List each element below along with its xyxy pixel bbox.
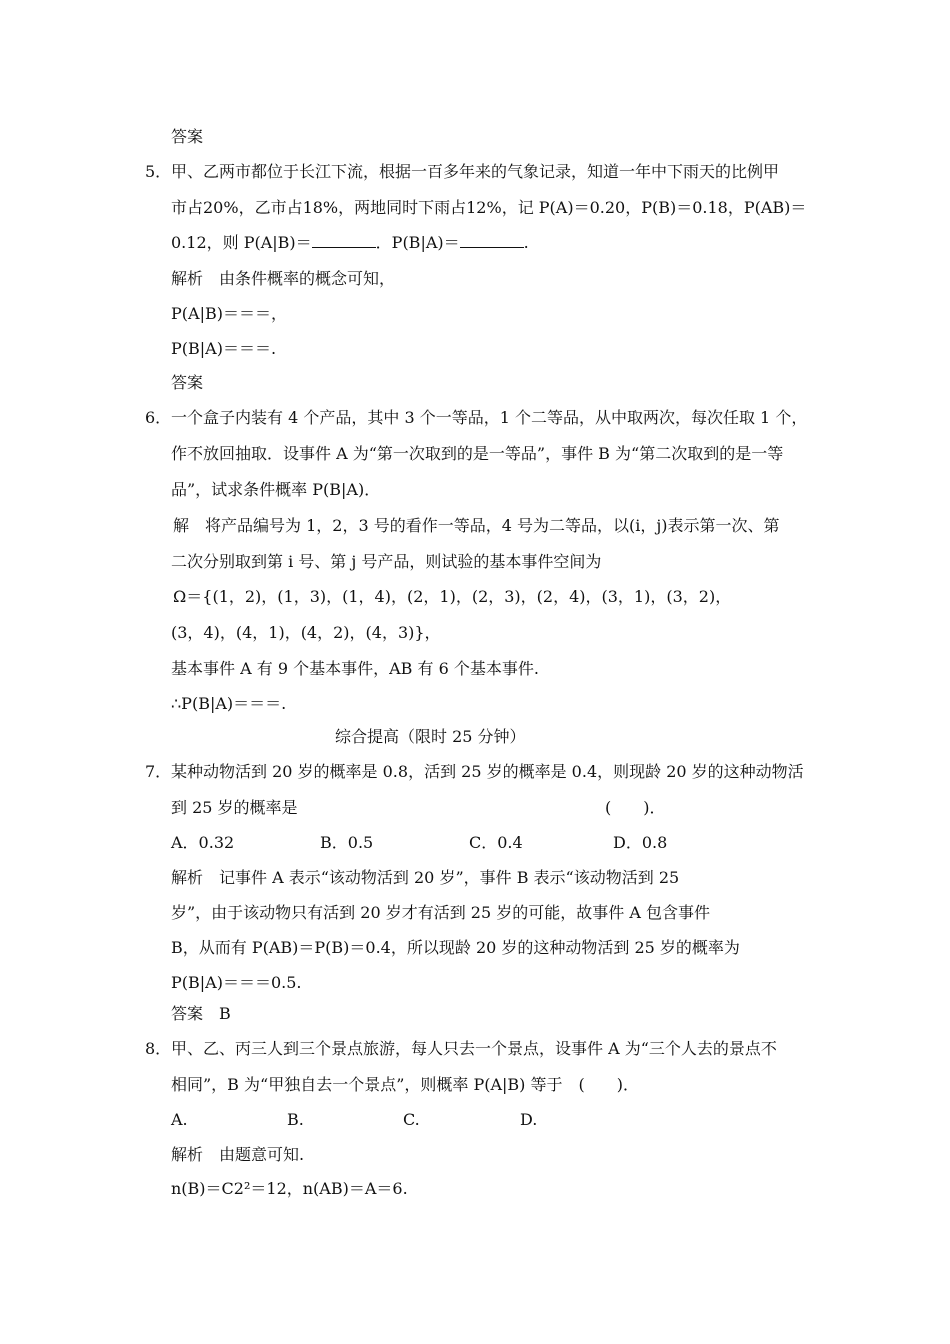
question-text: 甲、乙两市都位于长江下流，根据一百多年来的气象记录，知道一年中下雨天的比例甲	[171, 162, 780, 181]
question-text: 一个盒子内装有 4 个产品，其中 3 个一等品，1 个二等品，从中取两次，每次任取 1 个，	[171, 408, 808, 427]
analysis-text: 解析 记事件 A 表示“该动物活到 20 岁”，事件 B 表示“该动物活到 25	[171, 868, 680, 887]
question-text	[171, 233, 529, 253]
question-number: 5．	[145, 162, 172, 181]
answer-label: 答案 B	[171, 1004, 231, 1023]
question-fragment: ．P(B|A)＝	[375, 233, 460, 252]
solution-text: 解 将产品编号为 1，2，3 号的看作一等品，4 号为二等品，以(i，j)表示第一次、第	[173, 516, 780, 535]
question-number: 6．	[145, 408, 172, 427]
option-b: B．0.5	[320, 833, 374, 852]
option-a: A.	[171, 1110, 188, 1129]
option-d: D．0.8	[613, 833, 668, 852]
answer-blank	[460, 233, 524, 248]
answer-blank	[312, 233, 376, 248]
solution-text: (3，4)，(4，1)，(4，2)，(4，3)}，	[171, 623, 441, 642]
analysis-text: P(B|A)＝＝＝0.5.	[171, 973, 302, 992]
question-text: 到 25 岁的概率是	[171, 798, 298, 817]
question-fragment: 0.12，则 P(A|B)＝	[171, 233, 312, 252]
question-text: 甲、乙、丙三人到三个景点旅游，每人只去一个景点，设事件 A 为“三个人去的景点不	[171, 1039, 777, 1058]
question-text: 市占20%，乙市占18%，两地同时下雨占12%，记 P(A)＝0.20，P(B)＝0.18，P(AB)＝	[171, 198, 807, 217]
answer-label: 答案	[171, 127, 204, 146]
question-text: 品”，试求条件概率 P(B|A)．	[171, 480, 381, 499]
solution-text: ∴P(B|A)＝＝＝.	[171, 694, 287, 713]
formula: P(A|B)＝＝＝，	[171, 304, 287, 323]
analysis-text: 解析 由题意可知.	[171, 1145, 305, 1164]
option-c: C.	[403, 1110, 420, 1129]
section-title: 综合提高（限时 25 分钟）	[335, 727, 526, 746]
option-a: A．0.32	[171, 833, 235, 852]
answer-paren: ( )．	[605, 798, 666, 817]
analysis-text: 解析 由条件概率的概念可知，	[171, 269, 396, 288]
analysis-text: B，从而有 P(AB)＝P(B)＝0.4，所以现龄 20 岁的这种动物活到 25 岁的概率为	[171, 938, 740, 957]
solution-text: 基本事件 A 有 9 个基本事件，AB 有 6 个基本事件.	[171, 659, 539, 678]
solution-text: Ω＝{(1，2)，(1，3)，(1，4)，(2，1)，(2，3)，(2，4)，(3，1)，(3，2)，	[173, 587, 732, 606]
question-fragment: .	[523, 233, 529, 252]
answer-label: 答案	[171, 373, 204, 392]
option-d: D.	[520, 1110, 538, 1129]
formula: P(B|A)＝＝＝.	[171, 339, 277, 358]
formula: n(B)＝C2²＝12，n(AB)＝A＝6.	[171, 1179, 408, 1198]
question-text: 作不放回抽取．设事件 A 为“第一次取到的是一等品”，事件 B 为“第二次取到的是一等	[171, 444, 784, 463]
option-c: C．0.4	[469, 833, 523, 852]
question-text: 某种动物活到 20 岁的概率是 0.8，活到 25 岁的概率是 0.4，则现龄 20 岁的这种动物活	[171, 762, 804, 781]
analysis-text: 岁”，由于该动物只有活到 20 岁才有活到 25 岁的可能，故事件 A 包含事件	[171, 903, 710, 922]
option-b: B.	[287, 1110, 304, 1129]
question-number: 8．	[145, 1039, 172, 1058]
question-number: 7．	[145, 762, 172, 781]
solution-text: 二次分别取到第 i 号、第 j 号产品，则试验的基本事件空间为	[171, 552, 602, 571]
question-text: 相同”，B 为“甲独自去一个景点”，则概率 P(A|B) 等于 ( )．	[171, 1075, 639, 1094]
